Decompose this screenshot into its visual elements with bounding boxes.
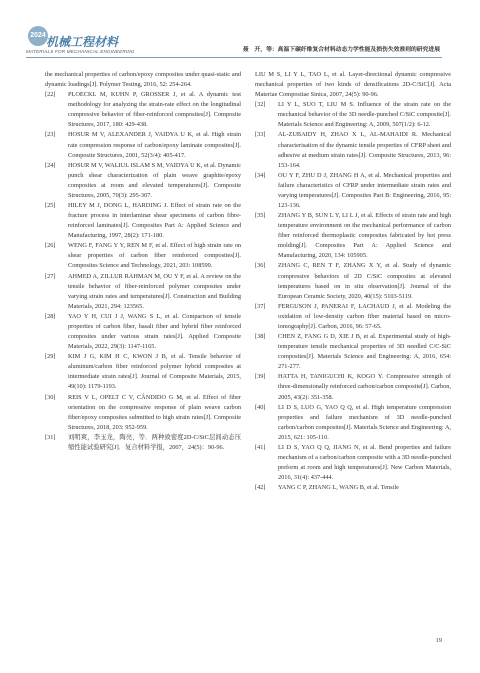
reference-number: [38]	[255, 333, 266, 341]
reference-number: [33]	[255, 131, 266, 139]
reference-item	[45, 90, 241, 130]
reference-item	[45, 312, 241, 352]
reference-item	[255, 261, 451, 301]
reference-text: LI D S, YAO Q Q, JIANG N, et al. Bend properties and failure mechanism of a carbon/carbon composite with a 3D needle-punched preform at room and high temperatures[J]. New Carbon Materials, 2016, 31(4): 437-444.	[278, 443, 451, 482]
reference-text: LI D S, LUO G, YAO Q Q, et al. High temperature compression properties and failure mechanism of 3D needle-punched carbon/carbon composites[J]. Materials Science and Engineering: A, 2015, 621: 105-110.	[278, 403, 451, 441]
reference-text: WENG F, FANG Y Y, REN M F, et al. Effect of high strain rate on shear properties of carbon fiber reinforced composites[J]. Composites Science and Technology, 2021, 203: 108599.	[68, 242, 241, 270]
reference-number: [23]	[45, 131, 56, 139]
reference-text: YAO Y H, CUI J J, WANG S L, et al. Comparison of tensile properties of carbon fiber, basalt fiber and hybrid fiber reinforced composites under various strain rates[J]. Applied Composite Materials, 2022, 29(3): 1147-1165.	[68, 312, 241, 351]
reference-text: PLOECKL M, KUHN P, GROSSER J, et al. A dynamic test methodology for analyzing the strain-rate effect on the longitudinal compressive behavior of fiber-reinforced composites[J]. Composite Structures, 2017, 180: 429-438.	[68, 91, 241, 129]
reference-item	[45, 433, 241, 453]
reference-text: AHMED A, ZILLUR RAHMAN M, OU Y F, et al. A review on the tensile behavior of fiber-reinforced polymer composites under varying strain rates and temperatures[J]. Construction and Building Materials, 2021, 294: 123565.	[68, 272, 241, 310]
reference-item	[255, 211, 451, 261]
reference-text: ZHANG C, REN T F, ZHANG X Y, et al. Study of dynamic compressive behaviors of 2D C/SiC composites at elevated temperatures based on in situ observation[J]. Journal of the European Ceramic Society, 2020, 40(15): 5103-5119.	[278, 262, 451, 300]
reference-continuation: LIU M S, LI Y L, TAO L, et al. Layer-directional dynamic compressive mechanical properties of two kinds of densifications 2D-C/SiC[J]. Acta Materiae Compositae Sinica, 2007, 24(5): 90-96.	[255, 71, 451, 99]
reference-text: HILEY M J, DONG L, HARDING J. Effect of strain rate on the fracture process in interlaminar shear specimens of carbon fibre-reinforced laminates[J]. Composites Part A: Applied Science and Manufacturing, 1997, 28(2): 171-180.	[68, 202, 241, 240]
reference-item	[45, 241, 241, 271]
logo-year-badge: 2024	[28, 26, 48, 46]
reference-item	[255, 332, 451, 372]
running-head: 聂 开，等：高温下碳纤维复合材料动态力学性能及损伤失效准则的研究进展	[242, 47, 440, 53]
reference-text: HOSUR M V, WALIUL ISLAM S M, VAIDYA U K, et al. Dynamic punch shear characterization of plain weave graphite/epoxy composites at room and elevated temperatures[J]. Composite Structures, 2005, 70(3): 295-307.	[68, 161, 241, 199]
reference-item	[255, 100, 451, 130]
page-number: 19	[435, 637, 442, 644]
reference-text: KIM J G, KIM H C, KWON J B, et al. Tensile behavior of aluminum/carbon fiber reinforced polymer hybrid composites at intermediate strain rates[J]. Journal of Composite Materials, 2015, 49(10): 1179-1193.	[68, 353, 241, 391]
reference-number: [40]	[255, 403, 266, 411]
left-column	[45, 70, 241, 453]
reference-continuation: the mechanical properties of carbon/epoxy composites under quasi-static and dynamic loadings[J]. Polymer Testing, 2016, 52: 254-264.	[45, 71, 241, 89]
reference-number: [28]	[45, 312, 56, 320]
reference-item	[255, 302, 451, 332]
reference-item	[45, 201, 241, 241]
reference-text: REIS V L, OPELT C V, CÂNDIDO G M, et al. Effect of fiber orientation on the compressive response of plain weave carbon fiber/epoxy composites submitted to high strain rates[J]. Composite Structures, 2018, 203: 952-959.	[68, 393, 241, 431]
reference-text: AL-ZUBAIDY H, ZHAO X L, AL-MAHAIDI R. Mechanical characterisation of the dynamic tensile properties of CFRP sheet and adhesive at medium strain rates[J]. Composite Structures, 2013, 96: 153-164.	[278, 131, 451, 169]
reference-item	[255, 171, 451, 211]
reference-item	[45, 393, 241, 433]
reference-text: LI Y L, SUO T, LIU M S. Influence of the strain rate on the mechanical behavior of the 3D needle-punched C/SiC composite[J]. Materials Science and Engineering: A, 2009, 507(1/2): 6-12.	[278, 101, 451, 129]
reference-list	[255, 100, 451, 493]
reference-number: [37]	[255, 302, 266, 310]
reference-number: [29]	[45, 353, 56, 361]
reference-text: HATTA H, TANIGUCHI K, KOGO Y. Compressive strength of three-dimensionally reinforced carbon/carbon composite[J]. Carbon, 2005, 43(2): 351-358.	[278, 373, 451, 401]
reference-item	[45, 352, 241, 392]
reference-number: [31]	[45, 433, 56, 441]
reference-text: FERGUSON J, PANERAI F, LACHAUD J, et al. Modeling the oxidation of low-density carbon fiber material based on micro-tomography[J]. Carbon, 2016, 96: 57-65.	[278, 302, 451, 330]
reference-number: [36]	[255, 262, 266, 270]
reference-number: [32]	[255, 101, 266, 109]
reference-number: [41]	[255, 443, 266, 451]
reference-number: [42]	[255, 484, 266, 492]
header-rule	[26, 57, 442, 58]
reference-text: 刘明爽，李玉龙，陶亮，等．两种致密度2D-C/SiC层间动态压缩性能试验研究[J]．复合材料学报，2007，24(5)：90-96.	[68, 433, 241, 451]
reference-text: HOSUR M V, ALEXANDER J, VAIDYA U K, et al. High strain rate compression response of carbon/epoxy laminate composites[J]. Composite Structures, 2001, 52(3/4): 405-417.	[68, 131, 241, 159]
reference-text: OU Y F, ZHU D J, ZHANG H A, et al. Mechanical properties and failure characteristics of CFRP under intermediate strain rates and varying temperatures[J]. Composites Part B: Engineering, 2016, 95: 123-136.	[278, 171, 451, 210]
reference-item	[255, 403, 451, 443]
reference-number: [25]	[45, 202, 56, 210]
reference-number: [26]	[45, 242, 56, 250]
reference-number: [24]	[45, 161, 56, 169]
reference-number: [22]	[45, 91, 56, 99]
reference-list	[45, 90, 241, 453]
reference-number: [39]	[255, 373, 266, 381]
reference-item	[255, 443, 451, 483]
reference-text: YANG C P, ZHANG L, WANG B, et al. Tensile	[278, 484, 399, 492]
reference-number: [34]	[255, 171, 266, 179]
reference-text: ZHANG Y B, SUN L Y, LI L J, et al. Effects of strain rate and high temperature environment on the mechanical performance of carbon fiber reinforced thermoplastic composites fabricated by hot press molding[J]. Composites Part A: Applied Science and Manufacturing, 2020, 134: 105905.	[278, 212, 451, 260]
reference-item	[255, 130, 451, 170]
reference-number: [30]	[45, 393, 56, 401]
reference-item	[255, 372, 451, 402]
right-column	[255, 70, 451, 493]
reference-item	[45, 161, 241, 201]
reference-item	[45, 272, 241, 312]
reference-text: CHEN Z, FANG G D, XIE J B, et al. Experimental study of high-temperature tensile mechanical properties of 3D needled C/C-SiC composites[J]. Materials Science and Engineering: A, 2016, 654: 271-277.	[278, 333, 451, 371]
reference-number: [35]	[255, 212, 266, 220]
journal-title-cn: 机械工程材料	[46, 35, 119, 49]
reference-item	[255, 483, 451, 493]
reference-number: [27]	[45, 272, 56, 280]
journal-title-en: MATERIALS FOR MECHANICAL ENGINEERING	[26, 49, 135, 54]
reference-item	[45, 130, 241, 160]
